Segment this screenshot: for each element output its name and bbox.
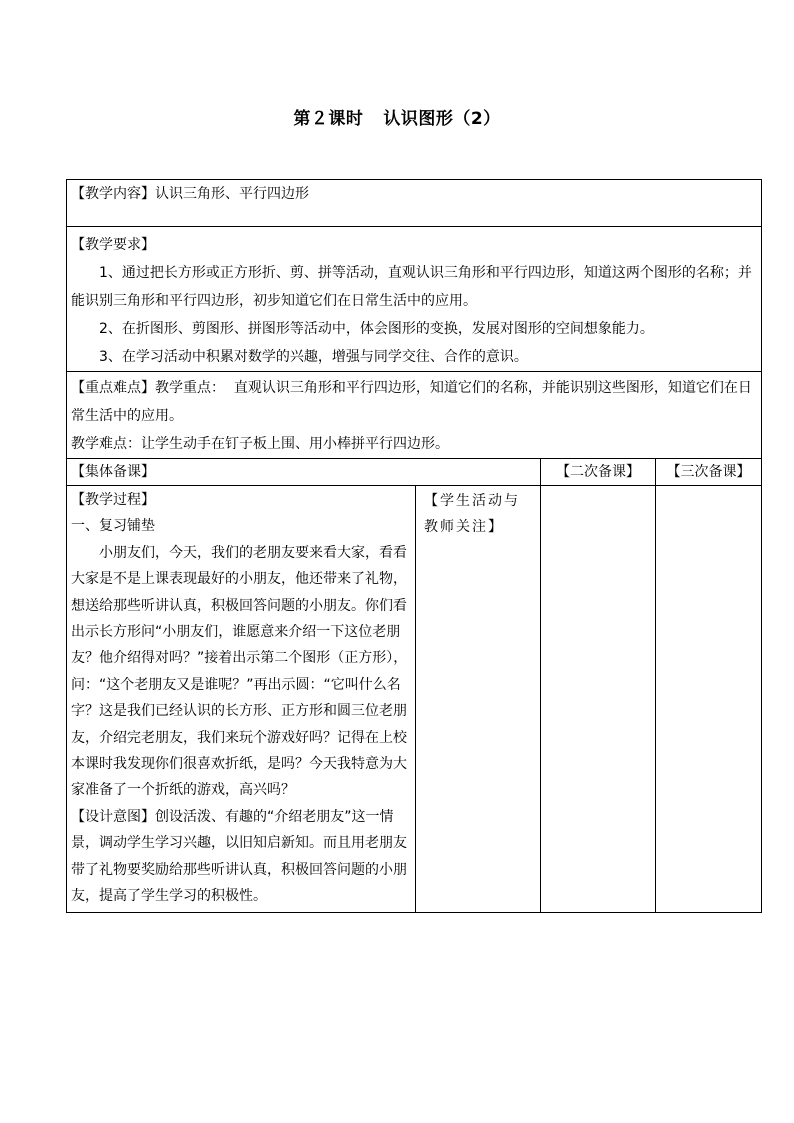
content-cell: [67, 180, 762, 227]
requirement-item-3: 3、在学习活动中积累对数学的兴趣，增强与同学交往、合作的意识。: [99, 349, 528, 365]
process-cell: [67, 486, 416, 913]
requirements-row: [67, 227, 762, 372]
requirements-label: 【教学要求】: [71, 237, 155, 253]
lesson-plan-table: [66, 179, 762, 913]
page-title: [0, 104, 794, 129]
requirement-item-1: 1、通过把长方形或正方形折、剪、拼等活动，直观认识三角形和平行四边形，知道这两个图形的名称；并能识别三角形和平行四边形，初步知道它们在日常生活中的应用。: [71, 265, 752, 309]
difficulty-text: 教学难点：让学生动手在钉子板上围、用小棒拼平行四边形。: [71, 436, 449, 452]
design-label: 【设计意图】: [71, 808, 155, 825]
process-label: 【教学过程】: [71, 492, 155, 508]
process-body: 小朋友们，今天，我们的老朋友要来看大家，看看大家是不是上课表现最好的小朋友，他还带来了礼物，想送给那些听讲认真，积极回答问题的小朋友。你们看出示长方形问“小朋友们，谁愿意来介绍一下这位老朋友？他介绍得对吗？”接着出示第二个图形（正方形），问：“这个老朋友又是谁呢？”再出示圆：“它叫什么名字？这是我们已经认识的长方形、正方形和圆三位老朋友，介绍完老朋友，我们来玩个游戏好吗？记得在上校本课时我发现你们很喜欢折纸，是吗？今天我特意为大家准备了一个折纸的游戏，高兴吗？: [71, 544, 408, 799]
lesson-topic: 认识图形（2）: [383, 109, 501, 129]
content-row: [67, 180, 762, 227]
second-header: 【二次备课】: [541, 459, 656, 486]
process-section: 一、复习铺垫: [71, 518, 155, 535]
process-row: [67, 486, 762, 913]
requirements-cell: [67, 227, 762, 372]
requirement-item-2: 2、在折图形、剪图形、拼图形等活动中，体会图形的变换，发展对图形的空间想象能力。: [99, 321, 654, 337]
header-row: [67, 459, 762, 486]
student-activity-label: 【学生活动与教师关注】: [424, 493, 520, 535]
keypoints-cell: [67, 372, 762, 459]
lesson-number: 第２课时: [293, 109, 364, 129]
design-text: 创设活泼、有趣的“介绍老朋友”这一情景，调动学生学习兴趣，以旧知启新知。而且用老朋友带了礼物要奖励给那些听讲认真，积极回答问题的小朋友，提高了学生学习的积极性。: [71, 808, 407, 905]
keypoints-row: [67, 372, 762, 459]
third-header: 【三次备课】: [656, 459, 762, 486]
third-prep-cell: [656, 486, 762, 913]
focus-label: 教学重点：: [155, 380, 225, 396]
content-text: 认识三角形、平行四边形: [155, 186, 309, 202]
second-prep-cell: [541, 486, 656, 913]
student-activity-cell: [416, 486, 541, 913]
keypoints-label: 【重点难点】: [71, 380, 155, 396]
collective-header: 【集体备课】: [67, 459, 541, 486]
focus-text: 直观认识三角形和平行四边形，知道它们的名称，并能识别这些图形，知道它们在日常生活中的应用。: [71, 380, 752, 424]
content-label: 【教学内容】: [71, 186, 155, 202]
